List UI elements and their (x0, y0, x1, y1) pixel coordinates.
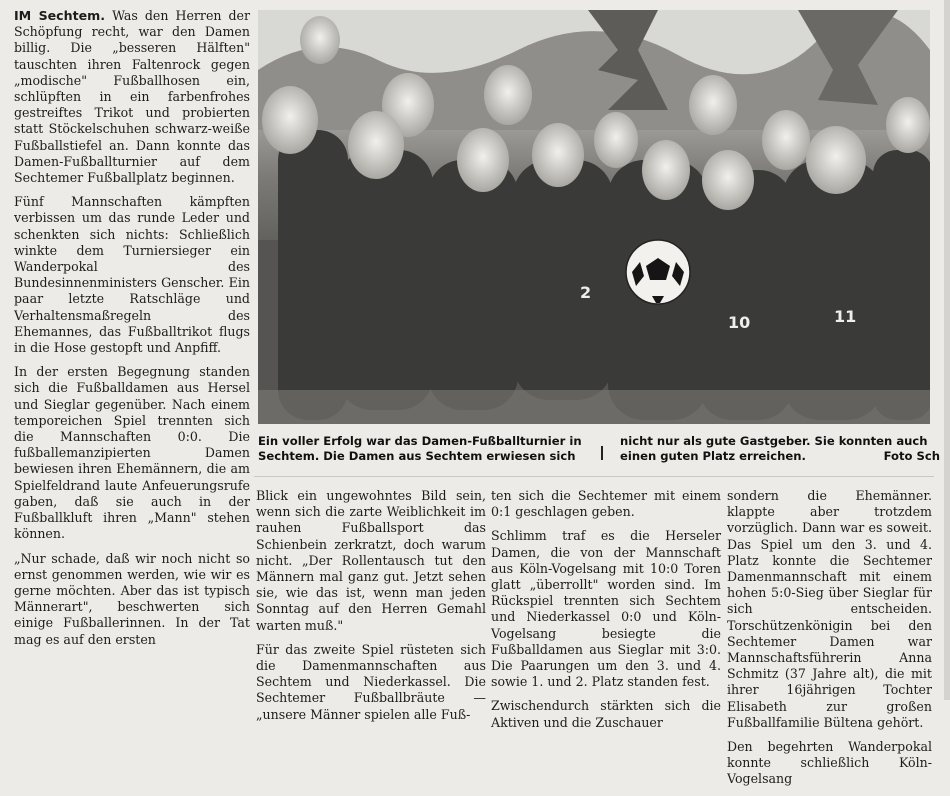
article-column-2 (256, 488, 486, 731)
jersey-number-11: 11 (834, 307, 857, 326)
caption-right-text: nicht nur als gute Gastgeber. Sie konnten auch einen guten Platz erreichen. (620, 434, 928, 463)
paragraph-7: ten sich die Sechtemer mit einem 0:1 geschlagen geben. (491, 488, 721, 520)
football (626, 240, 690, 304)
photo-caption-left: Ein voller Erfolg war das Damen-Fußballturnier in Sechtem. Die Damen aus Sechtem erwiesen sich (258, 434, 582, 463)
paragraph-6: Für das zweite Spiel rüsteten sich die Damenmannschaften aus Sechtem und Niederkassel. Die Sechtemer Fußballbräute — „unsere Männer spielen alle Fuß- (256, 641, 486, 722)
article-column-left (14, 8, 250, 656)
paragraph-2: Fünf Mannschaften kämpften verbissen um das runde Leder und schenkten sich nichts: Schließlich winkte dem Turniersieger ein Wanderpokal des Bundesinnenministers Genscher. Ein paar letzte Ratschläge und Verhaltensmaßregeln des Ehemannes, das Fußballtrikot flugs in die Hose gestopft und Anpfiff. (14, 194, 250, 356)
page-edge (944, 0, 950, 700)
paragraph-5: Blick ein ungewohntes Bild sein, wenn sich die zarte Weiblichkeit im rauhen Fußballsport das Schienbein zerkratzt, doch warum nicht. „Der Rollentausch tut den Männern mal ganz gut. Jetzt sehen sie, wie das ist, wenn man jeden Sonntag auf den Herren Gemahl warten muß." (256, 488, 486, 633)
paragraph-4: „Nur schade, daß wir noch nicht so ernst genommen werden, wie wir es gerne möchten. Aber das ist typisch Männerart", beschwerten sich einige Fußballerinnen. In der Tat mag es auf den ersten (14, 550, 250, 647)
paragraph-11: Den begehrten Wanderpokal konnte schließlich Köln-Vogelsang (727, 739, 932, 787)
divider (254, 476, 934, 477)
paragraph-8: Schlimm traf es die Herseler Damen, die von der Mannschaft aus Köln-Vogelsang mit 10:0 Toren glatt „überrollt" worden sind. Im Rückspiel trennten sich Sechtem und Niederkassel 0:0 und Köln-Vogelsang besiegte die Fußballdamen aus Sieglar mit 3:0. Die Paarungen um den 3. und 4. sowie 1. und 2. Platz standen fest. (491, 528, 721, 690)
paragraph-1-text: Was den Herren der Schöpfung recht, war den Damen billig. Die „besseren Hälften" tauschten ihren Faltenrock gegen „modische" Fußballhosen ein, schlüpften in ein farbenfrohes gestreiftes Trikot und probierten statt Stöckelschuhen schwarz-weiße Fußballstiefel an. Dann konnte das Damen-Fußballturnier auf dem Sechtemer Fußballplatz beginnen. (14, 8, 251, 186)
article-column-3 (491, 488, 721, 739)
dateline: IM Sechtem. (14, 8, 106, 23)
jersey-number-2: 2 (580, 283, 592, 302)
paragraph-3: In der ersten Begegnung standen sich die Fußballdamen aus Hersel und Sieglar gegenüber. Nach einem temporeichen Spiel trennten sich die Mannschaften 0:0. Die fußballemanzipierten Damen bewiesen ihren Ehemännern, die am Spielfeldrand laute Anfeuerungsrufe gaben, daß sie auch in der Fußballkluft ihren „Mann" stehen können. (14, 364, 250, 542)
team-photo (258, 10, 930, 424)
team-photo-illustration (258, 10, 930, 424)
caption-separator (601, 446, 603, 460)
paragraph-10: sondern die Ehemänner. klappte aber trotzdem vorzüglich. Dann war es soweit. Das Spiel um den 3. und 4. Platz konnte die Sechtemer Damenmannschaft mit einem hohen 5:0-Sieg über Sieglar für sich entscheiden. Torschützenkönigin bei den Sechtemer Damen war Mannschaftsführerin Anna Schmitz (37 Jahre alt), die mit ihrer 16jährigen Tochter Elisabeth zur großen Fußballfamilie Bültena gehört. (727, 488, 932, 730)
paragraph-9: Zwischendurch stärkten sich die Aktiven und die Zuschauer (491, 698, 721, 730)
photo-credit: Foto Sch (883, 449, 940, 463)
article-column-4 (727, 488, 932, 796)
photo-caption-right (620, 434, 940, 464)
jersey-number-10: 10 (728, 313, 751, 332)
paragraph-1 (14, 8, 250, 186)
